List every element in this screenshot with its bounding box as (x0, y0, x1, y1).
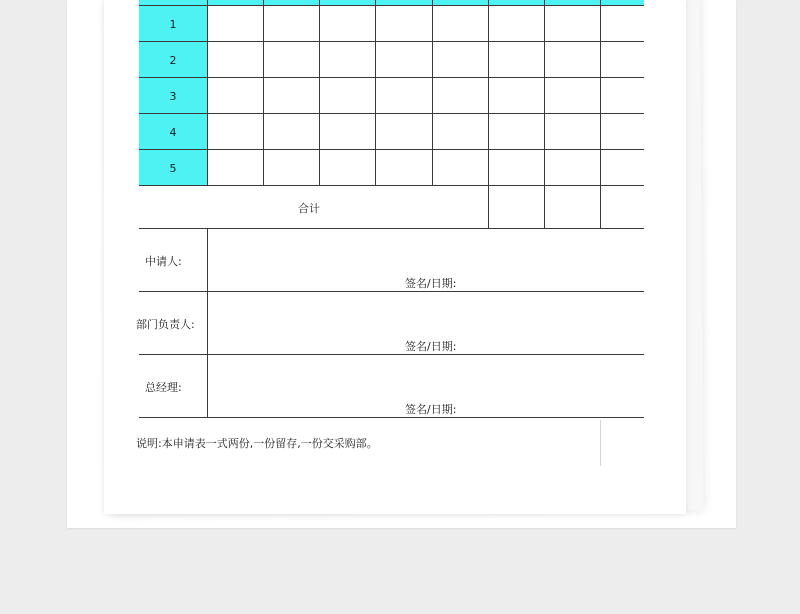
applicant-label: 中请人: (145, 255, 182, 268)
grid-line (207, 229, 208, 418)
row-number: 5 (169, 161, 177, 175)
row-number: 3 (169, 89, 177, 103)
grid-line (139, 354, 644, 355)
form-note: 说明:本申请表一式两份,一份留存,一份交采购部。 (136, 437, 378, 450)
grid-line (432, 0, 433, 186)
grid-line (139, 41, 644, 42)
grid-line (139, 113, 644, 114)
grid-line (139, 417, 644, 418)
grid-line (544, 0, 545, 229)
general-manager-sign-date: 签名/日期: (405, 403, 457, 416)
grid-line (139, 228, 644, 229)
department-head-label: 部门负责人: (136, 318, 195, 331)
row-number-cell (139, 150, 207, 186)
grid-line (139, 149, 644, 150)
grid-line (600, 0, 601, 229)
grid-line (139, 291, 644, 292)
grid-line (139, 77, 644, 78)
grid-line (375, 0, 376, 186)
row-number: 2 (169, 53, 177, 67)
department-head-sign-date: 签名/日期: (405, 340, 457, 353)
grid-line (488, 0, 489, 229)
grid-line (139, 5, 644, 6)
grid-line (263, 0, 264, 186)
row-number-cell (139, 78, 207, 114)
grid-line (319, 0, 320, 186)
page-edge-line (600, 420, 601, 466)
applicant-sign-date: 签名/日期: (405, 277, 457, 290)
total-label: 合计 (298, 202, 320, 215)
row-number-cell (139, 42, 207, 78)
grid-line (207, 0, 208, 186)
row-number-cell (139, 114, 207, 150)
row-number-cell (139, 6, 207, 42)
row-number: 4 (169, 125, 177, 139)
row-number: 1 (169, 17, 177, 31)
grid-line (139, 185, 644, 186)
general-manager-label: 总经理: (145, 381, 182, 394)
